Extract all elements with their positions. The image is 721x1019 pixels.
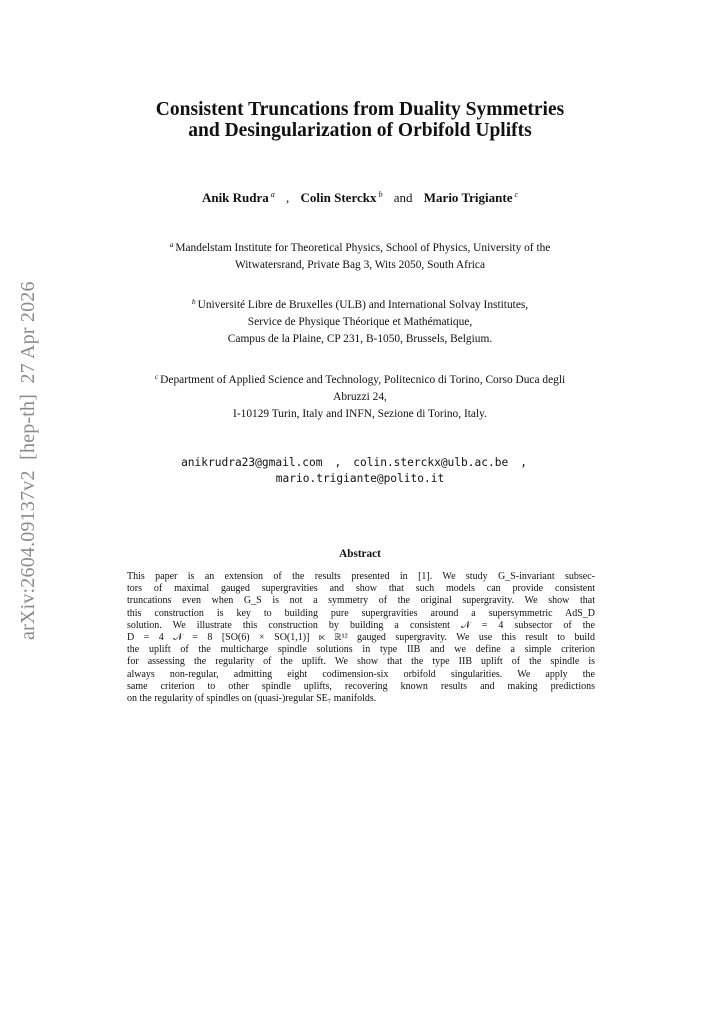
author-name: Colin Sterckx xyxy=(300,190,377,205)
affiliation-a xyxy=(95,236,625,274)
abstract-line: the uplift of the multicharge spindle solutions in type IIB and we define a simple criterion xyxy=(127,644,595,656)
abstract-line: solution. We illustrate this construction by building a consistent 𝒩 = 4 subsector of the xyxy=(127,619,595,631)
affiliation-mark: c xyxy=(154,372,159,381)
affiliation-c xyxy=(80,368,640,423)
author-mark: b xyxy=(378,190,383,199)
email-link[interactable]: anikrudra23@gmail.com xyxy=(181,456,323,469)
author-name: Mario Trigiante xyxy=(423,190,513,205)
abstract-line: tors of maximal gauged supergravities and show that such models can provide consistent xyxy=(127,583,595,595)
affiliation-line: Witwatersrand, Private Bag 3, Wits 2050, South Africa xyxy=(234,259,486,271)
email-line-2 xyxy=(60,471,660,487)
affiliation-line: Campus de la Plaine, CP 231, B-1050, Brussels, Belgium. xyxy=(227,333,493,345)
affiliation-line xyxy=(80,368,640,389)
affiliation-line xyxy=(95,236,625,257)
author-separator: , xyxy=(286,190,290,205)
email-separator: , xyxy=(334,456,342,469)
abstract-line: for assessing the regularity of the uplift. We show that the type IIB uplift of the spindle is xyxy=(127,656,595,668)
arxiv-identifier[interactable]: arXiv:2604.09137v2 [hep-th] 27 Apr 2026 xyxy=(17,281,39,640)
email-line-1 xyxy=(60,455,660,471)
affiliation-mark: a xyxy=(169,240,174,249)
affiliation-line: Abruzzi 24, xyxy=(333,391,387,403)
abstract-line: always non-regular, admitting eight codimension-six orbifold singularities. We apply the xyxy=(127,668,595,680)
abstract-line: on the regularity of spindles on (quasi-)regular SE₇ manifolds. xyxy=(127,692,377,704)
affiliation-mark: b xyxy=(191,297,196,306)
email-separator: , xyxy=(520,456,527,469)
abstract-heading: Abstract xyxy=(339,548,381,560)
abstract-line: D = 4 𝒩 = 8 [SO(6) × SO(1,1)] ⋉ ℝ¹² gauged supergravity. We use this result to build xyxy=(127,631,595,643)
abstract-line: this construction is key to building pure supergravities around a supersymmetric AdS_D xyxy=(127,607,595,619)
author-mark: a xyxy=(270,190,275,199)
author-and: and xyxy=(393,190,413,205)
author-list xyxy=(60,190,660,206)
abstract-line: truncations even when G_S is not a symmetry of the original supergravity. We show that xyxy=(127,595,595,607)
abstract-line: This paper is an extension of the results presented in [1]. We study G_S-invariant subsec- xyxy=(127,571,595,582)
affiliation-line: Service de Physique Théorique et Mathématique, xyxy=(247,316,473,328)
abstract-body xyxy=(127,571,595,705)
affiliation-text: Université Libre de Bruxelles (ULB) and International Solvay Institutes, xyxy=(197,299,529,311)
email-link[interactable]: mario.trigiante@polito.it xyxy=(275,472,445,485)
affiliation-line xyxy=(95,293,625,314)
author-name: Anik Rudra xyxy=(201,190,269,205)
affiliation-line: I-10129 Turin, Italy and INFN, Sezione di Torino, Italy. xyxy=(233,408,487,420)
affiliation-text: Mandelstam Institute for Theoretical Physics, School of Physics, University of the xyxy=(175,242,551,254)
email-list xyxy=(60,455,660,487)
abstract-line: same criterion to other spindle uplifts, recovering known results and making predictions xyxy=(127,680,595,692)
affiliation-text: Department of Applied Science and Technology, Politecnico di Torino, Corso Duca degli xyxy=(160,374,566,386)
paper-title xyxy=(60,99,660,141)
affiliation-b xyxy=(95,293,625,348)
title-line-2: and Desingularization of Orbifold Uplifts xyxy=(188,120,532,141)
title-line-1: Consistent Truncations from Duality Symmetries xyxy=(155,99,565,120)
email-link[interactable]: colin.sterckx@ulb.ac.be xyxy=(353,456,509,469)
author-mark: c xyxy=(514,190,519,199)
